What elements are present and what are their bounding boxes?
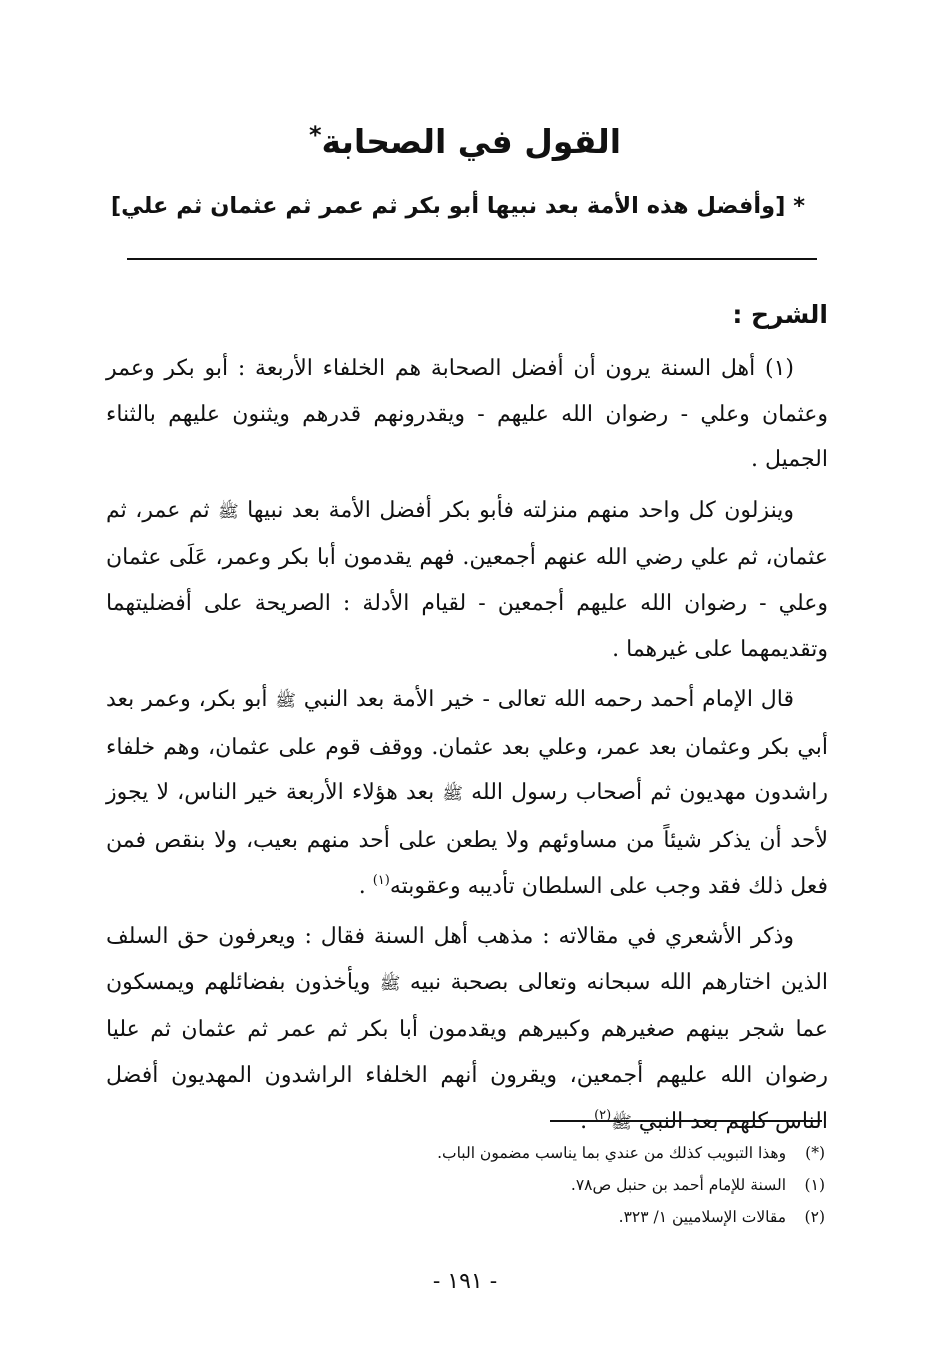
salawat-symbol: ﷺ xyxy=(218,501,239,522)
footnote-text: وهذا التبويب كذلك من عندي بما يناسب مضمون الباب. xyxy=(437,1144,787,1162)
paragraph-4-text-b: ويأخذون بفضائلهم ويمسكون عما شجر بينهم صغيرهم وكبيرهم ويقدمون أبا بكر ثم عمر ثم عثمان ثم عليا رضوان الله عليهم أجمعين، ويقرون أنهم الخلفاء الراشدون المهديون أفضل الناس كلهم بعد النبي xyxy=(106,969,828,1134)
footnote-mark: (١) xyxy=(804,1176,825,1194)
footnote-mark: (٢) xyxy=(804,1208,825,1226)
paragraph-1: (١) أهل السنة يرون أن أفضل الصحابة هم الخلفاء الأربعة : أبو بكر وعمر وعثمان وعلي - رضوان الله عليهم - ويقدرونهم قدرهم ويثنون عليهم بالثناء الجميل . xyxy=(106,356,828,473)
salawat-symbol: ﷺ xyxy=(379,973,401,994)
matn-heading: * [وأفضل هذه الأمة بعد نبيها أبو بكر ثم عمر ثم عثمان ثم علي] xyxy=(110,193,805,219)
footnote-ref-1[interactable]: (١) xyxy=(372,872,390,888)
sharh-label: الشرح : xyxy=(732,300,828,329)
paragraph-4-text-a: وذكر الأشعري في مقالاته : مذهب أهل السنة فقال : ويعرفون حق السلف الذين اختارهم الله سبحانه وتعالى بصحبة نبيه xyxy=(106,924,828,995)
paragraph-2-text-a: وينزلون كل واحد منهم منزلته فأبو بكر أفضل الأمة بعد نبيها xyxy=(247,497,795,523)
paragraph-3-text-c: بعد هؤلاء الأربعة خير الناس، لا يجوز لأحد أن يذكر شيئاً من مساوئهم ولا يطعن على أحد منهم بعيب، ولا بنقص فمن فعل ذلك فقد وجب على السلطان تأديبه وعقوبته xyxy=(106,780,828,899)
paragraph-3-text-a: قال الإمام أحمد رحمه الله تعالى - خير الأمة بعد النبي xyxy=(303,687,794,713)
salawat-symbol: ﷺ xyxy=(611,1112,632,1133)
footnote-2 xyxy=(285,1201,825,1233)
footnote-text: مقالات الإسلاميين ١/ ٣٢٣. xyxy=(618,1208,787,1226)
footnote-text: السنة للإمام أحمد بن حنبل ص٧٨. xyxy=(570,1176,787,1194)
footnote-mark: (*) xyxy=(805,1144,825,1162)
paragraph-2 xyxy=(106,488,828,672)
salawat-symbol: ﷺ xyxy=(442,784,463,805)
paragraph-3-text-b: أبو بكر، وعمر بعد أبي بكر وعثمان بعد عمر، وعلي بعد عثمان. ووقف قوم على عثمان، وهم خلفاء راشدون مهديون ثم أصحاب رسول الله xyxy=(106,687,828,806)
paragraph-4-end: . xyxy=(580,1108,595,1134)
footnote-ref-2[interactable]: (٢) xyxy=(594,1107,612,1123)
salawat-symbol: ﷺ xyxy=(275,691,296,712)
title-footnote-mark: * xyxy=(308,121,322,149)
commentary-body xyxy=(106,346,828,1151)
paragraph-4 xyxy=(106,914,828,1146)
footnote-1 xyxy=(285,1169,825,1201)
paragraph-2-text-b: ثم عمر، ثم عثمان، ثم علي رضي الله عنهم أجمعين. فهم يقدمون أبا بكر وعمر، عَلَى عثمان وعلي - رضوان الله عليهم أجمعين - لقيام الأدلة : الصريحة على أفضليتهما وتقديمهما على غيرهما . xyxy=(106,497,828,662)
page-number: - ١٩١ - xyxy=(432,1269,498,1294)
footnote-star xyxy=(285,1137,825,1169)
paragraph-3-end: . xyxy=(358,873,373,899)
footnotes xyxy=(285,1137,825,1233)
paragraph-3 xyxy=(106,677,828,909)
chapter-title-text: القول في الصحابة xyxy=(321,122,622,161)
chapter-title xyxy=(0,112,930,172)
heading-divider xyxy=(127,258,817,260)
footnote-divider xyxy=(550,1120,822,1122)
